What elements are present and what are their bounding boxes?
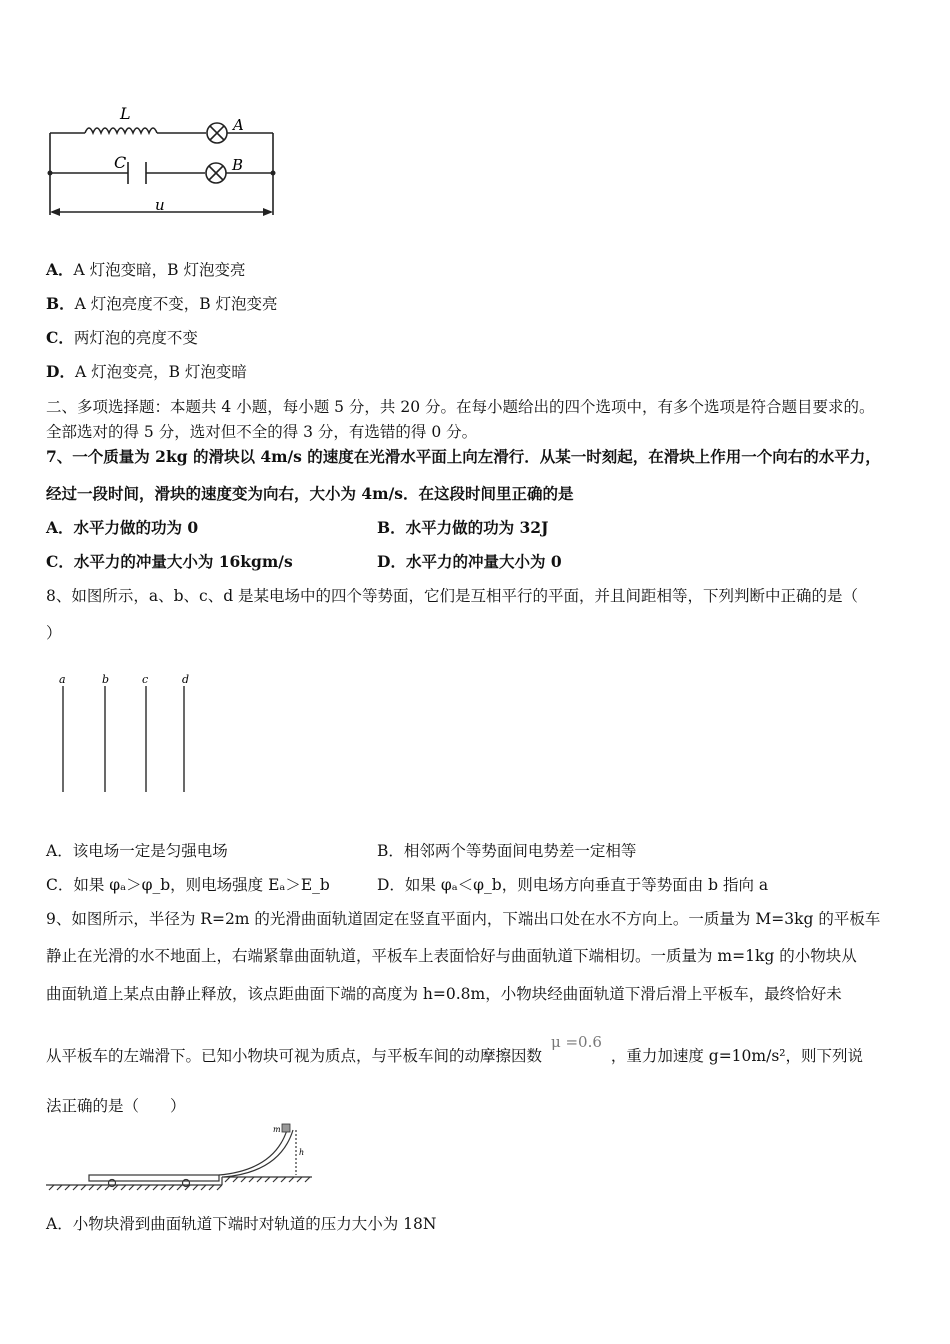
q6-option-c: C．两灯泡的亮度不变 [46,328,198,347]
circuit-diagram [40,100,280,220]
section2-line1: 二、多项选择题：本题共 4 小题，每小题 5 分，共 20 分。在每小题给出的四个选项中，有多个选项是符合题目要求的。 [46,398,875,416]
q9-stem-line5: 法正确的是（ ） [46,1097,186,1115]
q6-option-d: D．A 灯泡变亮，B 灯泡变暗 [46,362,247,381]
q9-stem-line1: 9、如图所示，半径为 R=2m 的光滑曲面轨道固定在竖直平面内，下端出口处在水不方向上。一质量为 M=3kg 的平板车 [46,910,881,928]
q7-stem-line2: 经过一段时间，滑块的速度变为向右，大小为 4m/s．在这段时间里正确的是 [46,484,574,503]
label-L: L [120,104,131,123]
q8-stem-line2: ） [46,624,62,642]
label-B: B [232,156,244,174]
label-m: m [273,1125,281,1134]
section2-line2: 全部选对的得 5 分，选对但不全的得 3 分，有选错的得 0 分。 [46,423,478,441]
q7-option-b: B．水平力做的功为 32J [377,518,549,537]
label-A: A [233,116,244,134]
q8-option-b: B．相邻两个等势面间电势差一定相等 [377,842,637,860]
label-u: u [155,196,165,214]
q7-option-c: C．水平力的冲量大小为 16kgm/s [46,552,293,571]
q8-option-a: A．该电场一定是匀强电场 [46,842,228,860]
plane-label-d: d [182,673,190,686]
q8-stem-line1: 8、如图所示，a、b、c、d 是某电场中的四个等势面，它们是互相平行的平面，并且间距相等，下列判断中正确的是（ [46,587,859,605]
q7-option-a: A．水平力做的功为 0 [46,518,199,537]
equipotential-figure [50,670,210,795]
q8-option-d: D．如果 φₐ＜φ_b，则电场方向垂直于等势面由 b 指向 a [377,876,769,894]
plane-label-b: b [102,673,110,686]
q9-option-a: A．小物块滑到曲面轨道下端时对轨道的压力大小为 18N [46,1215,437,1233]
plane-label-a: a [59,673,66,686]
q9-stem-line2: 静止在光滑的水不地面上，右端紧靠曲面轨道，平板车上表面恰好与曲面轨道下端相切。一质量为 m=1kg 的小物块从 [46,947,857,965]
q9-stem-line3: 曲面轨道上某点由静止释放，该点距曲面下端的高度为 h=0.8m，小物块经曲面轨道下滑后滑上平板车，最终恰好未 [46,985,842,1003]
plane-label-c: c [142,673,149,686]
q6-option-b: B．A 灯泡亮度不变，B 灯泡变亮 [46,294,278,313]
q7-stem-line1: 7、一个质量为 2kg 的滑块以 4m/s 的速度在光滑水平面上向左滑行．从某一时刻起，在滑块上作用一个向右的水平力， [46,447,881,466]
q6-option-a: A．A 灯泡变暗，B 灯泡变亮 [46,260,246,279]
q8-option-c: C．如果 φₐ＞φ_b，则电场强度 Eₐ＞E_b [46,876,330,894]
cart-track-figure [44,1120,314,1195]
q7-option-d: D．水平力的冲量大小为 0 [377,552,562,571]
q9-stem-line4: 从平板车的左端滑下。已知小物块可视为质点，与平板车间的动摩擦因数 μ =0.6 ，重力加速度 g=10m/s²，则下列说 [46,1033,863,1065]
label-h: h [299,1148,305,1157]
mu-formula: μ =0.6 [550,1033,602,1051]
label-C: C [114,153,127,172]
